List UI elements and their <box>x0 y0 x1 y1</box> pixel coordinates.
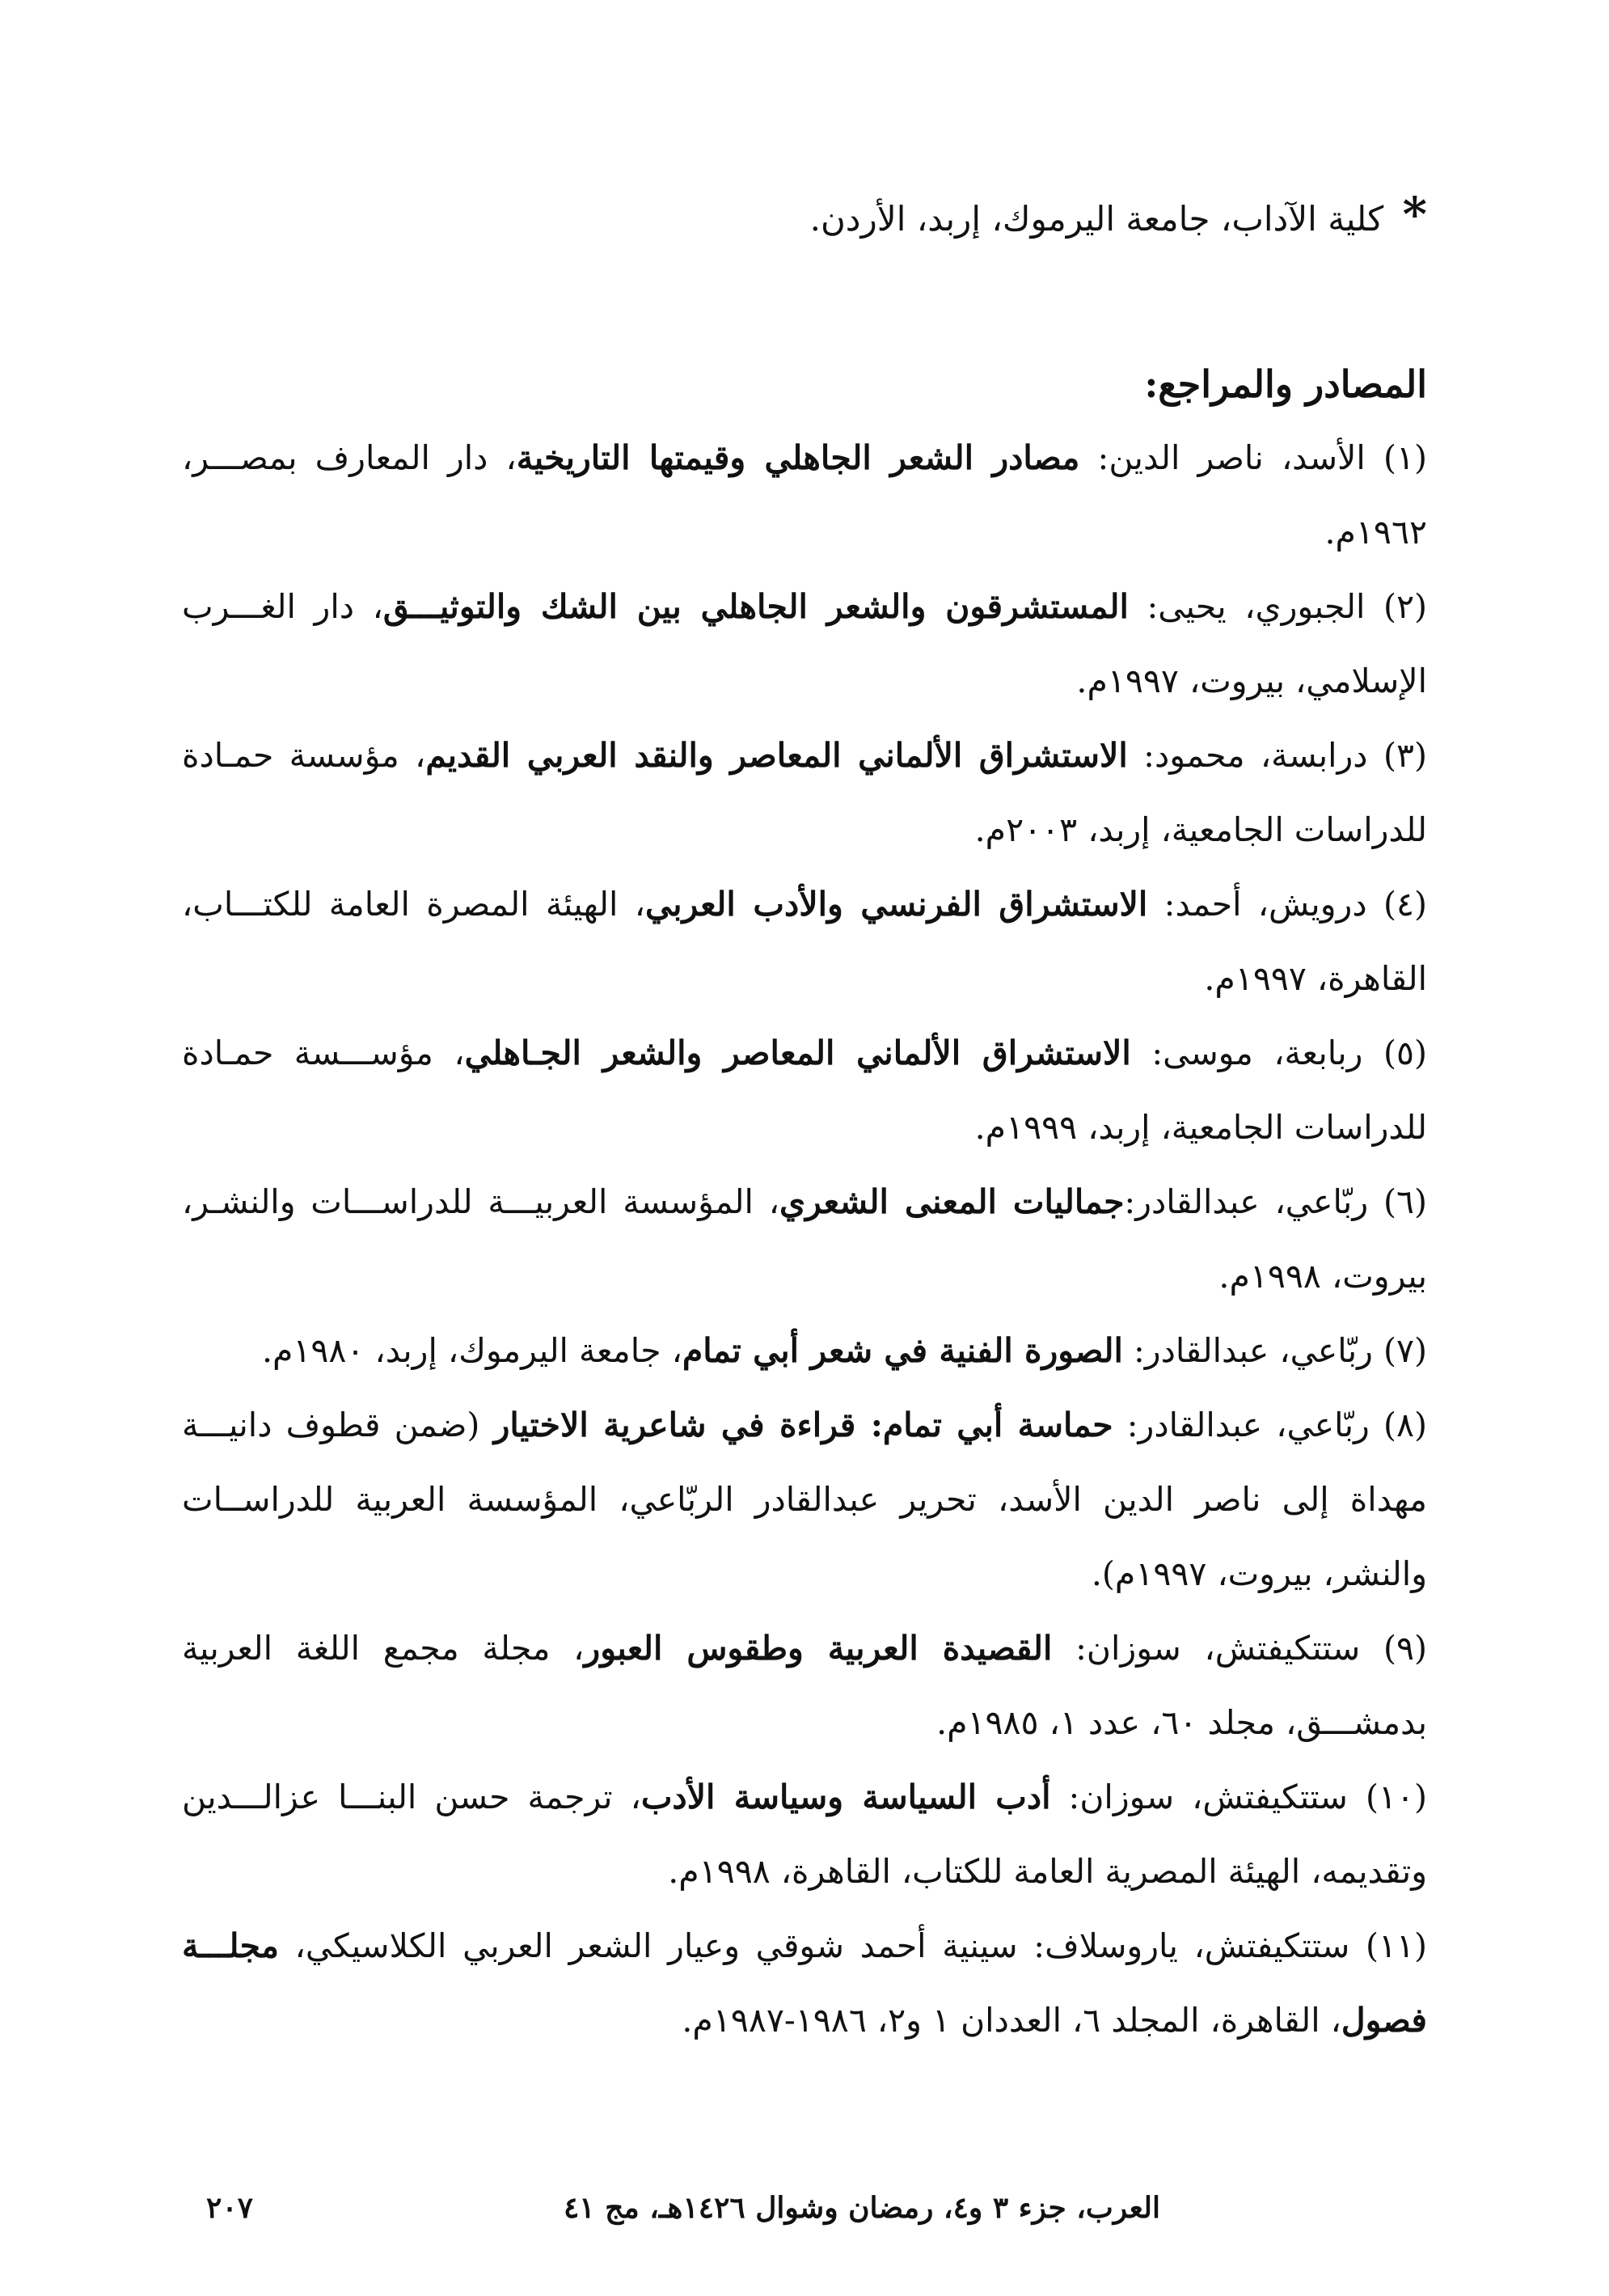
reference-item <box>182 1165 1427 1313</box>
journal-citation: العرب، جزء ٣ و٤، رمضان وشوال ١٤٢٦هـ، مج ٤١ <box>563 2191 1160 2225</box>
reference-details: ، مجلة مجمع اللغة العربية بدمشـــق، مجلد ٦٠، عدد ١، ١٩٨٥م. <box>182 1629 1427 1742</box>
reference-item <box>182 1313 1427 1388</box>
reference-details: ، مؤســـسة حمـادة للدراسات الجامعية، إربد، ١٩٩٩م. <box>182 1034 1427 1147</box>
reference-item <box>182 569 1427 718</box>
reference-details: ، المؤسسة العربيـــة للدراســـات والنشـر، بيروت، ١٩٩٨م. <box>182 1182 1427 1296</box>
footnote-text: كلية الآداب، جامعة اليرموك، إربد، الأردن. <box>809 199 1384 239</box>
reference-author: ستتكيفتش، سوزان: <box>1052 1629 1361 1668</box>
reference-number: (٥) <box>1383 1034 1427 1072</box>
reference-author: درويش، أحمد: <box>1147 885 1367 924</box>
reference-number: (٩) <box>1383 1629 1427 1668</box>
reference-details: ، ترجمة حسن البنـــا عزالـــدين وتقديمه، الهيئة المصرية العامة للكتاب، القاهرة، ١٩٩٨م. <box>182 1778 1427 1891</box>
reference-number: (١) <box>1383 438 1427 477</box>
reference-author: ربّاعي، عبدالقادر: <box>1122 1331 1373 1370</box>
reference-author: الجبوري، يحيى: <box>1128 587 1366 626</box>
reference-item <box>182 718 1427 867</box>
references-list <box>182 421 1427 2057</box>
reference-details: (ضمن قطوف دانيـــة مهداة إلى ناصر الدين الأسد، تحرير عبدالقادر الربّاعي، المؤسسة العربية للدراســات والنشر، بيروت، ١٩٩٧م). <box>182 1406 1427 1593</box>
reference-number: (٦) <box>1383 1182 1427 1221</box>
page-number: ٢٠٧ <box>206 2191 254 2225</box>
reference-number: (٨) <box>1383 1406 1427 1444</box>
reference-details: ، دار الغـــرب الإسلامي، بيروت، ١٩٩٧م. <box>182 587 1427 700</box>
reference-number: (٧) <box>1383 1331 1427 1370</box>
reference-author: ربابعة، موسى: <box>1130 1034 1363 1072</box>
references-heading: المصادر والمراجع: <box>1144 362 1427 406</box>
reference-details: ، الهيئة المصرة العامة للكتـــاب، القاهرة، ١٩٩٧م. <box>182 885 1427 998</box>
reference-author: ربّاعي، عبدالقادر: <box>1113 1406 1370 1444</box>
reference-item <box>182 1388 1427 1611</box>
reference-title: جماليات المعنى الشعري <box>779 1182 1125 1221</box>
author-affiliation-footnote <box>182 182 1427 252</box>
reference-item <box>182 1760 1427 1909</box>
reference-author: ربّاعي، عبدالقادر: <box>1124 1182 1369 1221</box>
reference-author: ستتكيفتش، ياروسلاف: سينية أحمد شوقي وعيار الشعر العربي الكلاسيكي، <box>279 1926 1350 1965</box>
reference-number: (١١) <box>1365 1926 1427 1965</box>
reference-item <box>182 1016 1427 1165</box>
reference-title: الصورة الفنية في شعر أبي تمام <box>682 1331 1123 1370</box>
reference-number: (٢) <box>1383 587 1427 626</box>
reference-number: (١٠) <box>1365 1778 1427 1816</box>
reference-title: حماسة أبي تمام: قراءة في شاعرية الاختيار <box>493 1406 1113 1444</box>
reference-number: (٤) <box>1383 885 1427 924</box>
reference-author: ستتكيفتش، سوزان: <box>1050 1778 1348 1816</box>
reference-item <box>182 1909 1427 2057</box>
reference-title: المستشرقون والشعر الجاهلي بين الشك والتوثيـــق <box>382 587 1129 626</box>
reference-author: الأسد، ناصر الدين: <box>1079 438 1366 477</box>
reference-title: أدب السياسة وسياسة الأدب <box>640 1778 1051 1816</box>
reference-details: ، القاهرة، المجلد ٦، العددان ١ و٢، ١٩٨٦-١٩٨٧م. <box>682 2001 1341 2040</box>
footnote-asterisk: * <box>1402 187 1427 242</box>
reference-title: الاستشراق الألماني المعاصر والشعر الجـاهلي <box>464 1034 1131 1072</box>
reference-title: مجلـــة فصول <box>182 1926 1427 2040</box>
reference-item <box>182 421 1427 569</box>
reference-author: درابسة، محمود: <box>1127 736 1368 775</box>
page-footer <box>182 2184 1427 2232</box>
reference-details: ، دار المعارف بمصـــر، ١٩٦٢م. <box>182 438 1427 552</box>
reference-number: (٣) <box>1383 736 1427 775</box>
reference-details: ، مؤسسة حمـادة للدراسات الجامعية، إربد، ٢٠٠٣م. <box>182 736 1427 849</box>
reference-title: الاستشراق الألماني المعاصر والنقد العربي القديم <box>425 736 1128 775</box>
reference-title: الاستشراق الفرنسي والأدب العربي <box>644 885 1148 924</box>
reference-title: مصادر الشعر الجاهلي وقيمتها التاريخية <box>516 438 1080 477</box>
reference-item <box>182 867 1427 1016</box>
reference-details: ، جامعة اليرموك، إربد، ١٩٨٠م. <box>261 1331 682 1370</box>
reference-item <box>182 1611 1427 1760</box>
reference-title: القصيدة العربية وطقوس العبور <box>584 1629 1053 1668</box>
